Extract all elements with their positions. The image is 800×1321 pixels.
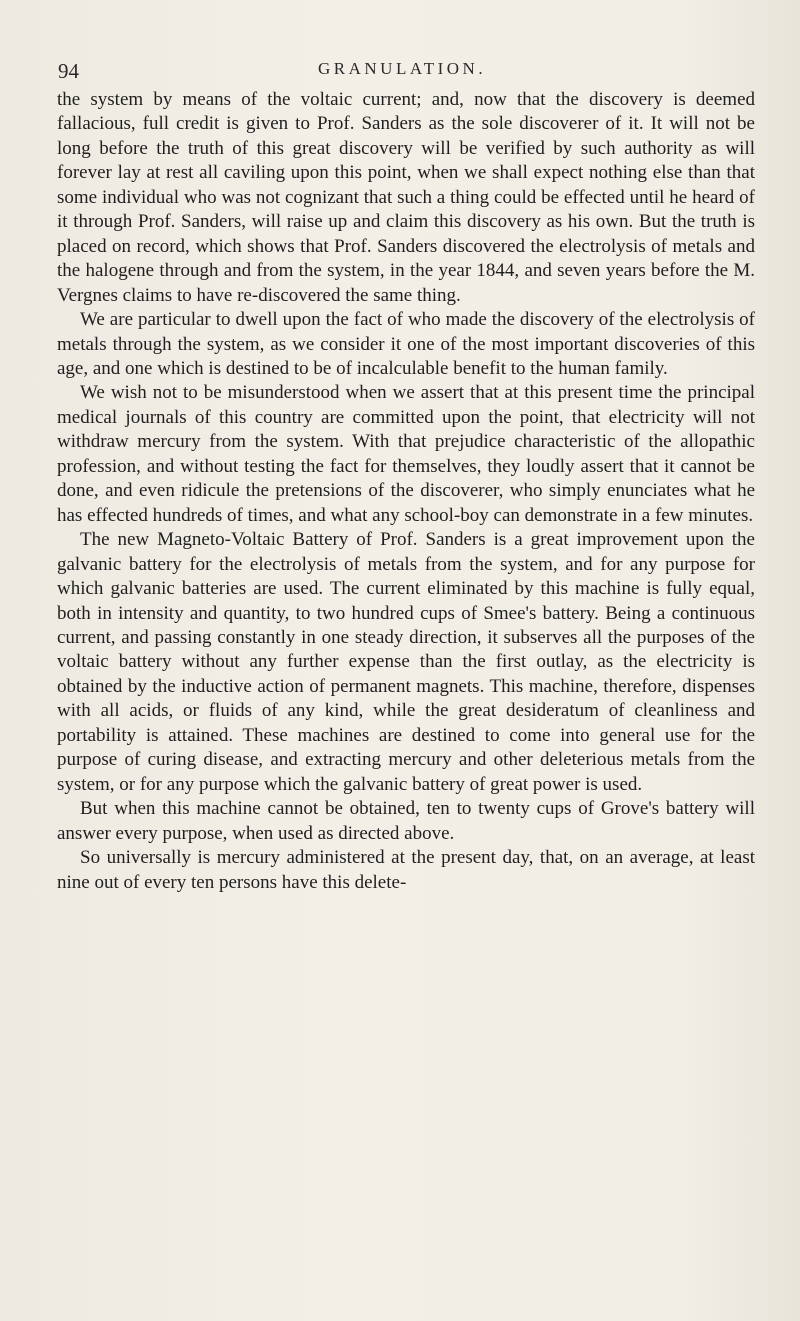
page-header — [58, 55, 758, 85]
body-text — [57, 88, 755, 895]
paragraph: We wish not to be misunderstood when we assert that at this present time the principal medical journals of this country are committed upon the point, that electricity will not withdraw mercury from the system. With that prejudice characteristic of the allopathic profession, and without testing the fact for themselves, they loudly assert that it cannot be done, and even ridicule the pretensions of the discoverer, who simply enunciates what he has effected hundreds of times, and what any school-boy can demonstrate in a few minutes. — [57, 382, 755, 526]
paragraph: the system by means of the voltaic current; and, now that the discovery is deemed fallacious, full credit is given to Prof. Sanders as the sole discoverer of it. It will not be long before the truth of this great discovery will be verified by such authority as will forever lay at rest all caviling upon this point, when we shall expect nothing else than that some individual who was not cognizant that such a thing could be effected until he heard of it through Prof. Sanders, will raise up and claim this discovery as his own. But the truth is placed on record, which shows that Prof. Sanders discovered the electrolysis of metals and the halogene through and from the system, in the year 1844, and seven years before the M. Vergnes claims to have re-discovered the same thing. — [57, 89, 755, 306]
running-head: GRANULATION. — [318, 59, 487, 78]
paragraph: So universally is mercury administered at the present day, that, on an average, at least nine out of every ten persons have this delete- — [57, 847, 755, 893]
paragraph: The new Magneto-Voltaic Battery of Prof. Sanders is a great improvement upon the galvanic battery for the electrolysis of metals from the system, and for any purpose for which galvanic batteries are used. The current eliminated by this machine is fully equal, both in intensity and quantity, to two hundred cups of Smee's battery. Being a continuous current, and passing constantly in one steady direction, it subserves all the purposes of the voltaic battery without any further expense than the first outlay, as the electricity is obtained by the inductive action of permanent magnets. This machine, therefore, dispenses with all acids, or fluids of any kind, while the great desideratum of cleanliness and portability is attained. These machines are destined to come into general use for the purpose of curing disease, and extracting mercury and other deleterious metals from the system, or for any purpose which the galvanic battery of great power is used. — [57, 529, 755, 795]
page-number: 94 — [58, 59, 79, 83]
paragraph: But when this machine cannot be obtained, ten to twenty cups of Grove's battery will answer every purpose, when used as directed above. — [57, 798, 755, 844]
paragraph: We are particular to dwell upon the fact of who made the discovery of the electrolysis of metals through the system, as we consider it one of the most important discoveries of this age, and one which is destined to be of incalculable benefit to the human family. — [57, 309, 755, 379]
